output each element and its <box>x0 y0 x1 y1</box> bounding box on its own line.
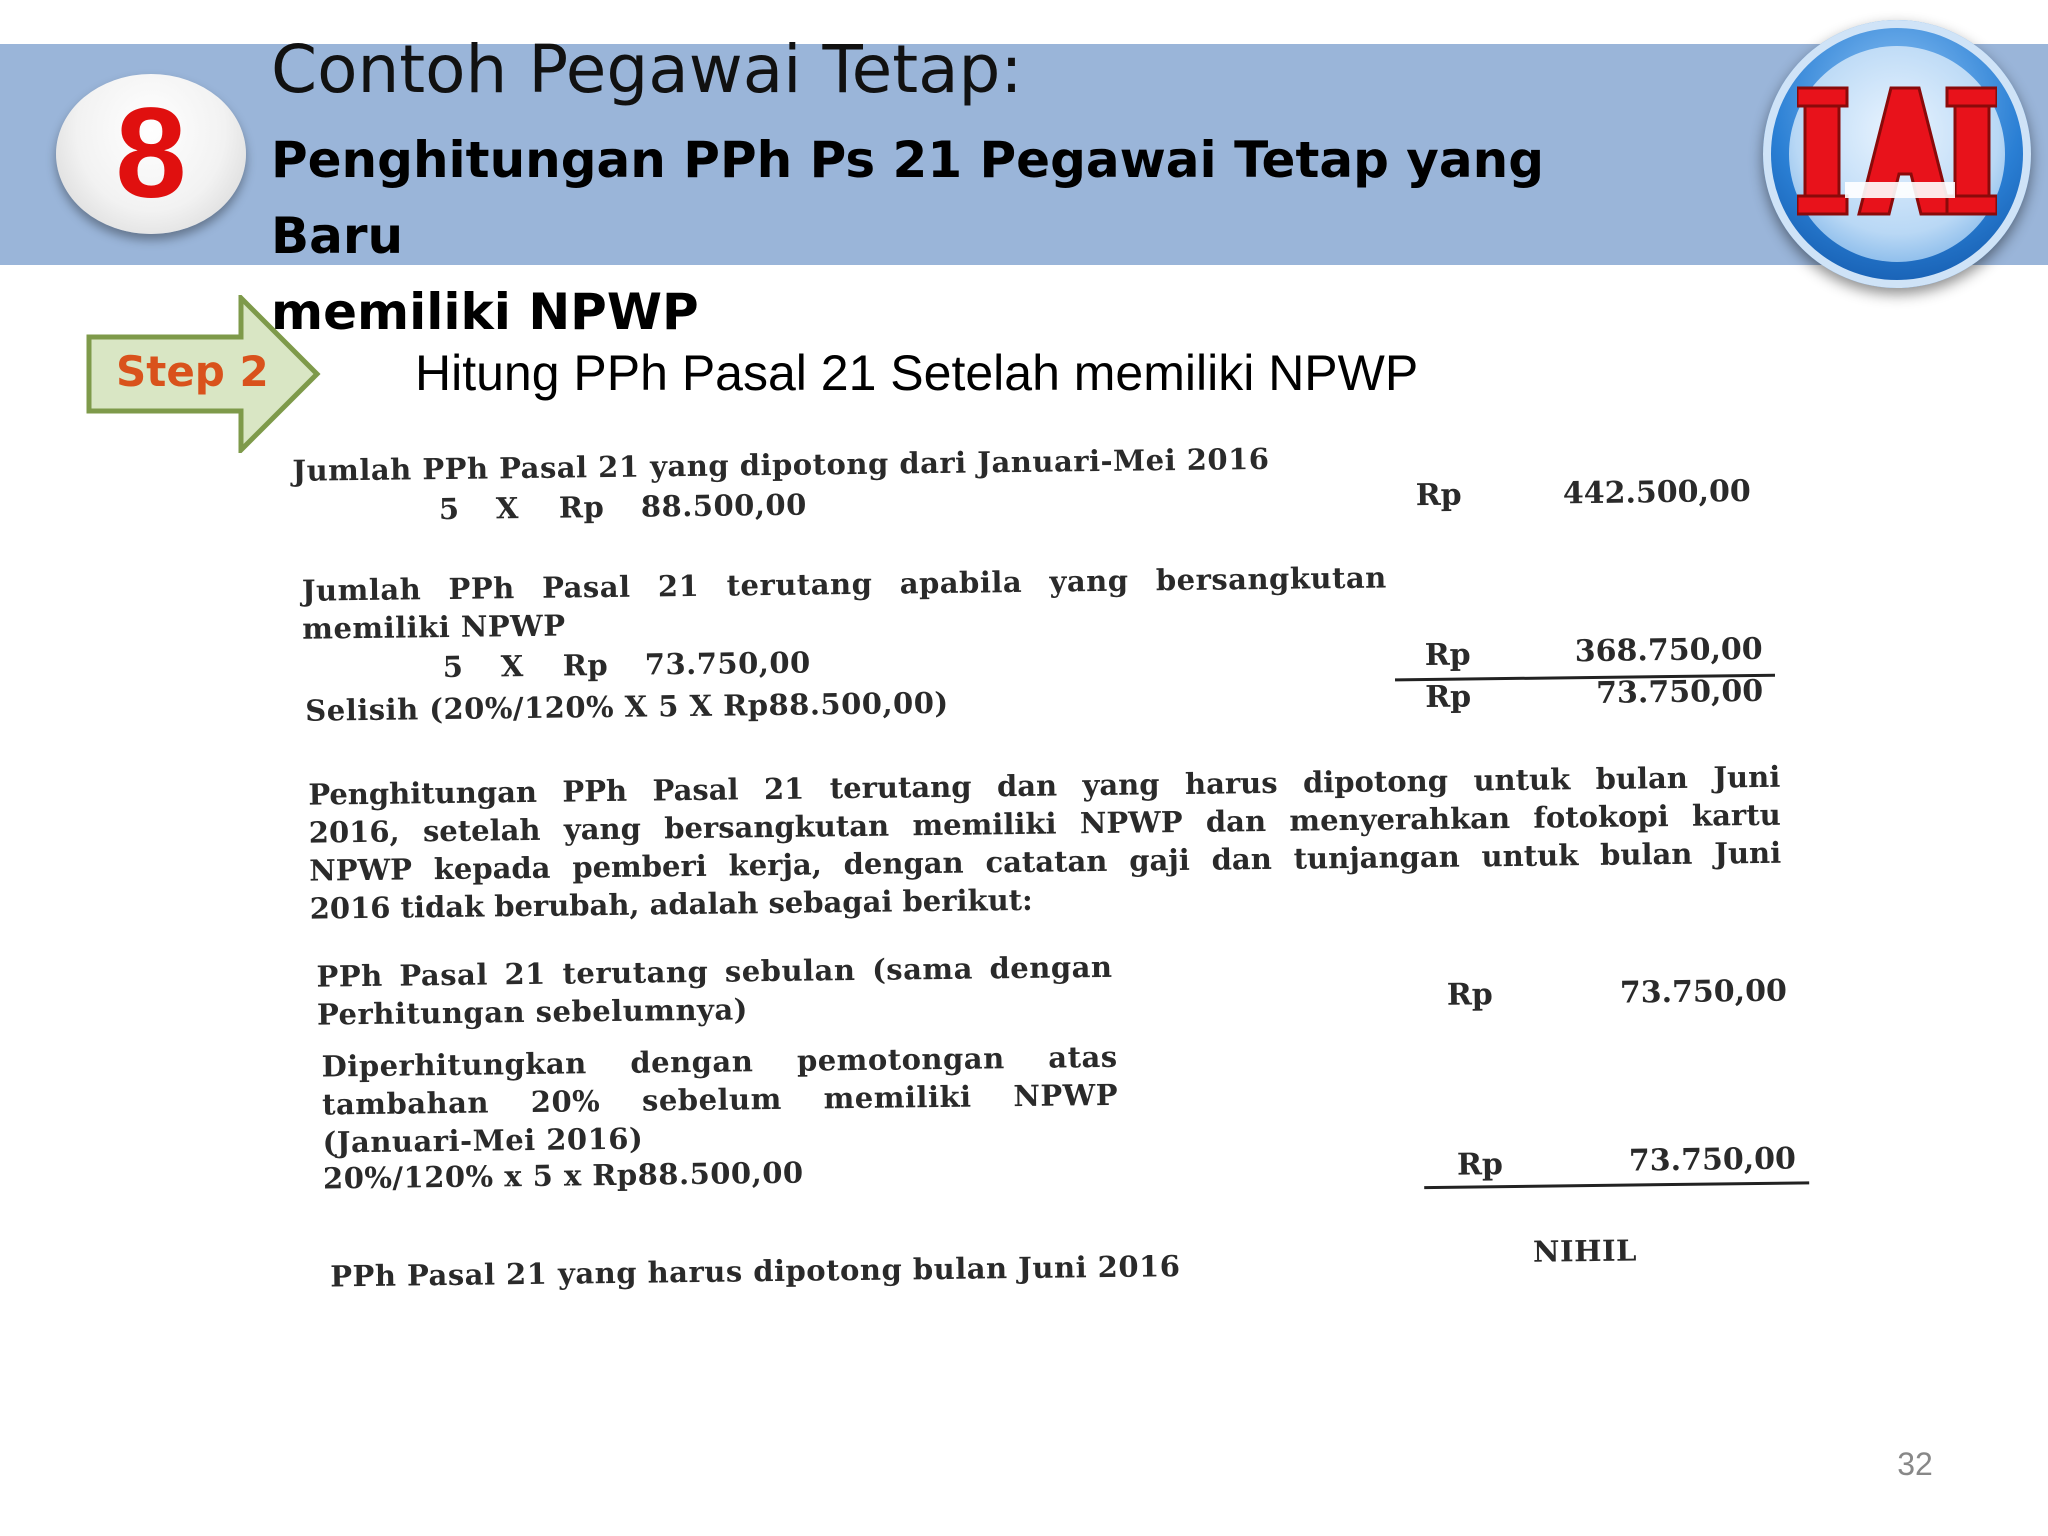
paragraph-line-2: 2016, setelah yang bersangkutan memiliki NPWP dan menyerahkan fotokopi kartu <box>308 797 1781 850</box>
subtitle-line-2: memiliki NPWP <box>271 283 699 341</box>
diper-line-2: tambahan 20% sebelum memiliki NPWP <box>321 1077 1119 1122</box>
block2-rp: Rp <box>562 648 609 683</box>
selisih-rp: Rp <box>1425 679 1472 716</box>
paragraph-line-4: 2016 tidak berubah, adalah sebagai berikut: <box>309 882 1033 926</box>
diper-line-4: 20%/120% x 5 x Rp88.500,00 <box>322 1155 804 1196</box>
block1-total: 442.500,00 <box>1562 474 1751 512</box>
page-title: Contoh Pegawai Tetap: <box>271 31 1023 108</box>
sebulan-value: 73.750,00 <box>1619 973 1788 1011</box>
diper-rp: Rp <box>1456 1147 1504 1183</box>
slide-number-badge <box>56 74 246 234</box>
block2-line-1: Jumlah PPh Pasal 21 terutang apabila yang bersangkutan <box>301 560 1387 608</box>
selisih-value: 73.750,00 <box>1595 673 1764 711</box>
selisih-label: Selisih (20%/120% X 5 X Rp88.500,00) <box>305 685 949 728</box>
block2-value: 73.750,00 <box>644 645 811 682</box>
block1-value: 88.500,00 <box>640 487 807 524</box>
diper-line-1: Diperhitungkan dengan pemotongan atas <box>321 1039 1118 1084</box>
final-value: NIHIL <box>1532 1233 1638 1269</box>
block2-line-2: memiliki NPWP <box>302 608 566 646</box>
iai-logo-mark-icon <box>1797 78 1997 238</box>
paragraph-line-3: NPWP kepada pemberi kerja, dengan catatan gaji dan tunjangan untuk bulan Juni <box>309 835 1782 888</box>
paragraph-line-1: Penghitungan PPh Pasal 21 terutang dan yang harus dipotong untuk bulan Juni <box>308 759 1781 812</box>
subtitle-line-1: Penghitungan PPh Ps 21 Pegawai Tetap yang Baru <box>271 131 1545 265</box>
step-label: Step 2 <box>116 347 269 396</box>
page-number: 32 <box>1897 1446 1933 1482</box>
final-label: PPh Pasal 21 yang harus dipotong bulan Juni 2016 <box>330 1249 1181 1294</box>
diper-line-3: (Januari-Mei 2016) <box>322 1121 644 1160</box>
explanation-paragraph <box>308 758 1782 928</box>
sebulan-rp: Rp <box>1446 977 1494 1013</box>
calculation-scan <box>280 421 1831 1320</box>
sebulan-line-2: Perhitungan sebelumnya) <box>316 992 749 1032</box>
iai-logo <box>1763 20 2031 288</box>
block1-total-rp: Rp <box>1415 477 1462 514</box>
total-rule <box>1424 1181 1809 1189</box>
block1-label: Jumlah PPh Pasal 21 yang dipotong dari Januari-Mei 2016 <box>292 441 1270 488</box>
block1-times: X <box>495 491 520 526</box>
block1-count: 5 <box>438 491 460 527</box>
sebulan-line-1: PPh Pasal 21 terutang sebulan (sama dengan <box>316 949 1113 994</box>
slide-number: 8 <box>115 82 187 225</box>
step-heading: Hitung PPh Pasal 21 Setelah memiliki NPWP <box>415 345 1419 401</box>
block1-rp: Rp <box>558 490 605 525</box>
page-subtitle <box>271 122 1571 350</box>
block2-total-rp: Rp <box>1424 637 1471 674</box>
block2-count: 5 <box>442 649 464 685</box>
block2-times: X <box>500 649 525 684</box>
diper-value: 73.750,00 <box>1628 1141 1797 1179</box>
block2-total: 368.750,00 <box>1574 631 1763 670</box>
